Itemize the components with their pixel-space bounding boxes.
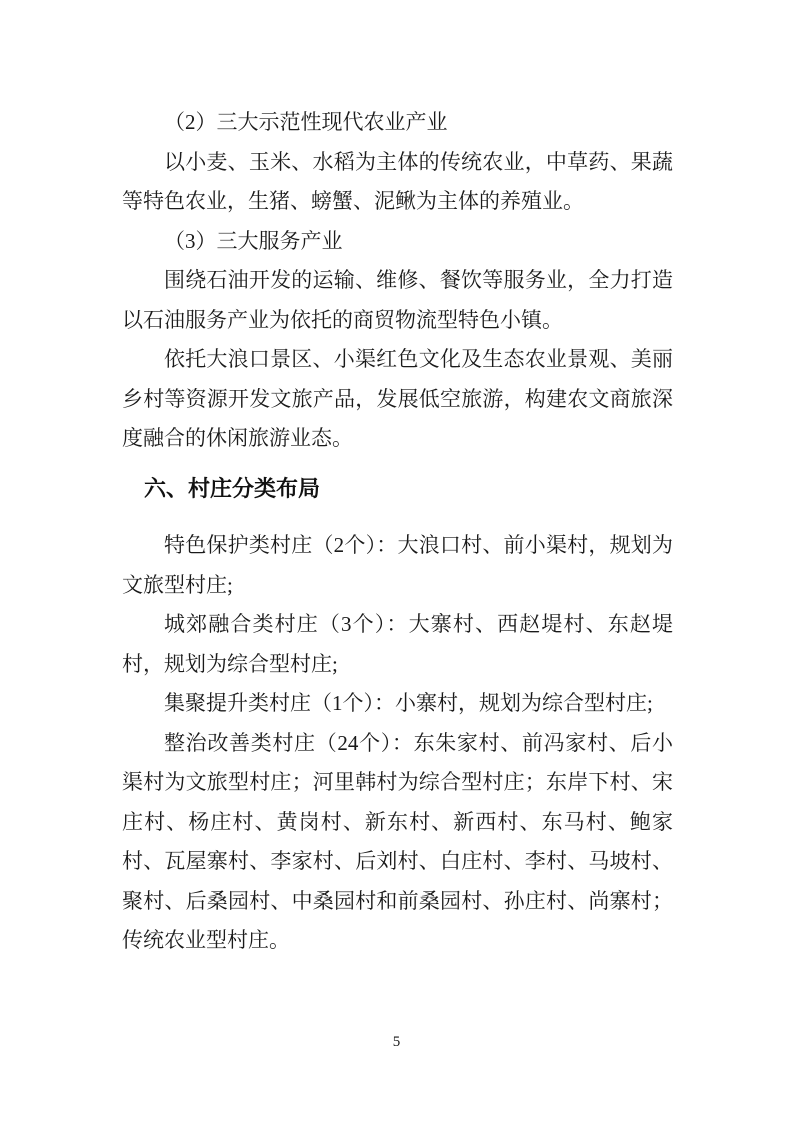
paragraph-numbered-item-3: （3）三大服务产业: [164, 228, 343, 253]
paragraph-numbered-item-2: （2）三大示范性现代农业产业: [164, 110, 448, 134]
document-content: [122, 103, 673, 961]
page-number: 5: [392, 1034, 401, 1050]
paragraph-service-industries: 围绕石油开发的运输、维修、餐饮等服务业，全力打造以石油服务产业为依托的商贸物流型特色小镇。: [122, 268, 673, 332]
section-heading-village-classification: 六、村庄分类布局: [144, 475, 321, 501]
paragraph-renovation-villages: 整治改善类村庄（24个）：东朱家村、前冯家村、后小渠村为文旅型村庄；河里韩村为综合型村庄；东岸下村、宋庄村、杨庄村、黄岗村、新东村、新西村、东马村、鲍家村、瓦屋寨村、李家村、后刘村、白庄村、李村、马坡村、聚村、后桑园村、中桑园村和前桑园村、孙庄村、尚寨村；传统农业型村庄。: [122, 730, 673, 952]
paragraph-tourism-development: 依托大浪口景区、小渠红色文化及生态农业景观、美丽乡村等资源开发文旅产品，发展低空旅游，构建农文商旅深度融合的休闲旅游业态。: [122, 347, 673, 450]
paragraph-cluster-improvement-villages: 集聚提升类村庄（1个）：小寨村，规划为综合型村庄;: [164, 691, 653, 715]
paragraph-special-protection-villages: 特色保护类村庄（2个）：大浪口村、前小渠村，规划为文旅型村庄;: [122, 533, 673, 597]
paragraph-agriculture-industries: 以小麦、玉米、水稻为主体的传统农业，中草药、果蔬等特色农业，生猪、螃蟹、泥鳅为主体的养殖业。: [122, 149, 673, 213]
paragraph-suburban-integration-villages: 城郊融合类村庄（3个）：大寨村、西赵堤村、东赵堤村，规划为综合型村庄;: [122, 612, 673, 676]
